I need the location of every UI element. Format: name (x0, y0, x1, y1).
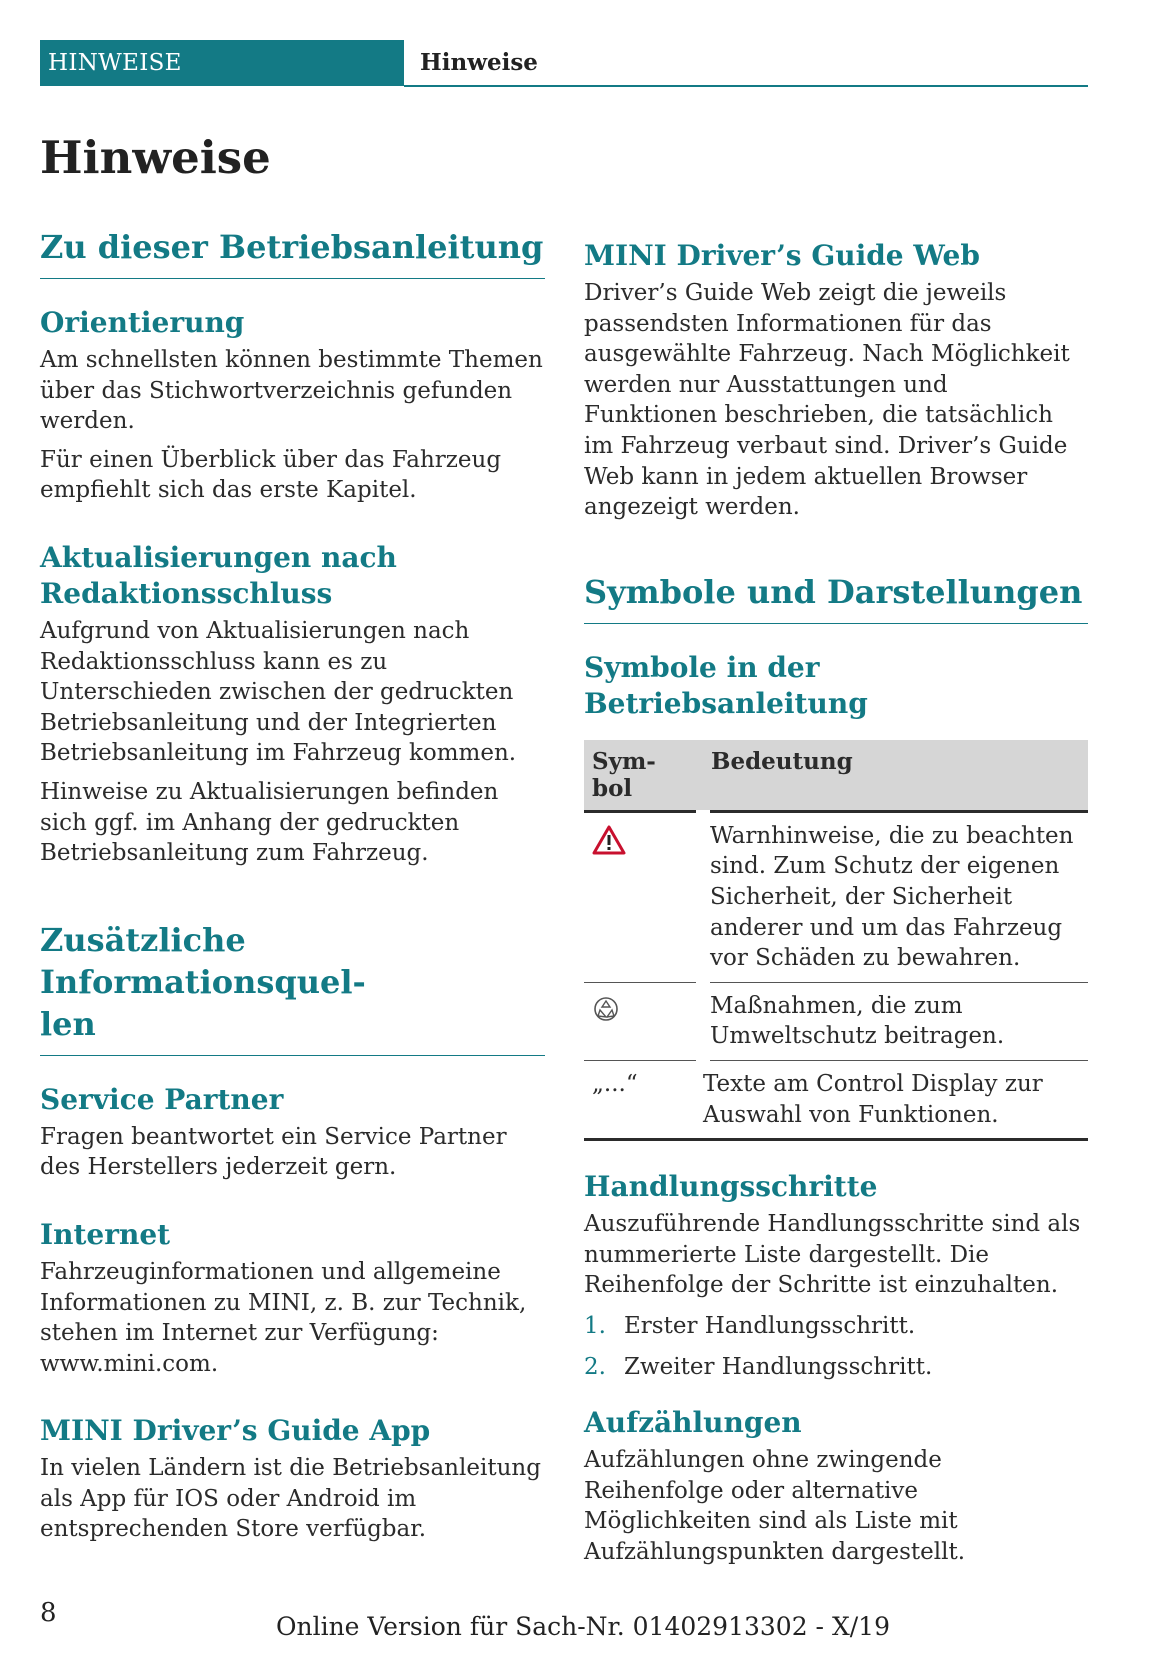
list-number: 2. (584, 1354, 606, 1381)
list-text: Erster Handlungsschritt. (624, 1312, 916, 1339)
section-heading-informationsquellen (40, 919, 545, 1056)
table-row (584, 811, 1088, 982)
running-header-title: Hinweise (420, 49, 538, 76)
footer-text: Online Version für Sach-Nr. 01402913302 - X/19 (275, 1612, 890, 1641)
subheading-symbole: Symbole in der Betriebsanleitung (584, 650, 868, 720)
header-rule (404, 85, 1088, 87)
table-header-bedeutung: Bedeutung (703, 740, 1088, 812)
left-column (40, 226, 545, 1545)
table-cell-symbol (584, 982, 703, 1060)
heading-line: Zusätzliche Informationsquel- (40, 920, 366, 1001)
table-cell-symbol: „...“ (584, 1060, 703, 1139)
subheading-internet: Internet (40, 1217, 171, 1251)
table-row (584, 982, 1088, 1060)
header-line: bol (592, 774, 633, 802)
section-heading-betriebsanleitung: Zu dieser Betriebsanleitung (40, 226, 545, 279)
list-item (584, 1311, 1088, 1342)
subheading-service-partner: Service Partner (40, 1082, 284, 1116)
table-cell-text: Warnhinweise, die zu beachten sind. Zum Schutz der eigenen Sicherheit, der Sicherheit anderer und um das Fahrzeug vor Schäden zu bewahren. (703, 811, 1088, 982)
subheading-app: MINI Driver’s Guide App (40, 1414, 431, 1448)
paragraph: Aufgrund von Aktualisierungen nach Redaktionsschluss kann es zu Unterschieden zwischen der gedruckten Betriebsanleitung und der Integrierten Betriebsanleitung im Fahrzeug kommen. (40, 617, 517, 767)
warning-triangle-icon (592, 825, 626, 855)
list-text: Zweiter Handlungsschritt. (624, 1354, 933, 1381)
table-header-symbol (584, 740, 703, 812)
right-column (584, 238, 1088, 1567)
paragraph: Am schnellsten können bestimmte Themen über das Stichwortverzeichnis gefunden werden. (40, 347, 543, 435)
subheading-guide-web: MINI Driver’s Guide Web (584, 239, 980, 272)
table-row (584, 1060, 1088, 1139)
subheading-line: Redaktionsschluss (40, 576, 333, 610)
table-cell-symbol (584, 811, 703, 982)
paragraph: Hinweise zu Aktualisierungen befinden sich ggf. im Anhang der gedruckten Betriebsanleitung zum Fahrzeug. (40, 778, 499, 867)
environment-icon (592, 995, 620, 1023)
paragraph: Fragen beantwortet ein Service Partner des Herstellers jederzeit gern. (40, 1123, 507, 1181)
subheading-aktualisierungen (40, 540, 545, 612)
header-line: Sym- (592, 747, 656, 775)
section-tab: HINWEISE (40, 40, 404, 86)
subheading-handlungsschritte: Handlungsschritte (584, 1170, 878, 1204)
table-cell-text: Maßnahmen, die zum Umweltschutz beitragen. (703, 982, 1088, 1060)
heading-line: len (40, 1004, 96, 1043)
paragraph: Für einen Überblick über das Fahrzeug empfiehlt sich das erste Kapitel. (40, 446, 502, 504)
paragraph: In vielen Ländern ist die Betriebsanleitung als App für IOS oder Android im entsprechenden Store verfügbar. (40, 1455, 541, 1543)
page-number: 8 (40, 1598, 57, 1628)
table-cell-text: Texte am Control Display zur Auswahl von Funktionen. (703, 1060, 1088, 1139)
list-number: 1. (584, 1312, 606, 1339)
subheading-orientierung: Orientierung (40, 306, 245, 339)
table-header-row (584, 740, 1088, 812)
paragraph: Aufzählungen ohne zwingende Reihenfolge oder alternative Möglichkeiten sind als Liste mit Aufzählungspunkten dargestellt. (584, 1447, 966, 1565)
paragraph: Driver’s Guide Web zeigt die jeweils passendsten Informationen für das ausgewählte Fahrzeug. Nach Möglichkeit werden nur Ausstattungen und Funktionen beschrieben, die tatsächlich im Fahrzeug verbaut sind. Driver’s Guide Web kann in jedem aktuellen Browser angezeigt werden. (584, 280, 1070, 521)
paragraph: Fahrzeuginformationen und allgemeine Informationen zu MINI, z. B. zur Technik, stehen im Internet zur Verfügung: www.mini.com. (40, 1258, 527, 1377)
subheading-aufzaehlungen: Aufzählungen (584, 1406, 802, 1440)
numbered-list (584, 1311, 1088, 1383)
section-heading-symbole: Symbole und Darstellungen (584, 571, 1088, 624)
page-title: Hinweise (40, 131, 271, 184)
paragraph: Auszuführende Handlungsschritte sind als nummerierte Liste dargestellt. Die Reihenfolge der Schritte ist einzuhalten. (584, 1211, 1081, 1299)
subheading-line: Aktualisierungen nach (40, 540, 397, 574)
list-item (584, 1352, 1088, 1383)
symbol-table (584, 740, 1088, 1141)
